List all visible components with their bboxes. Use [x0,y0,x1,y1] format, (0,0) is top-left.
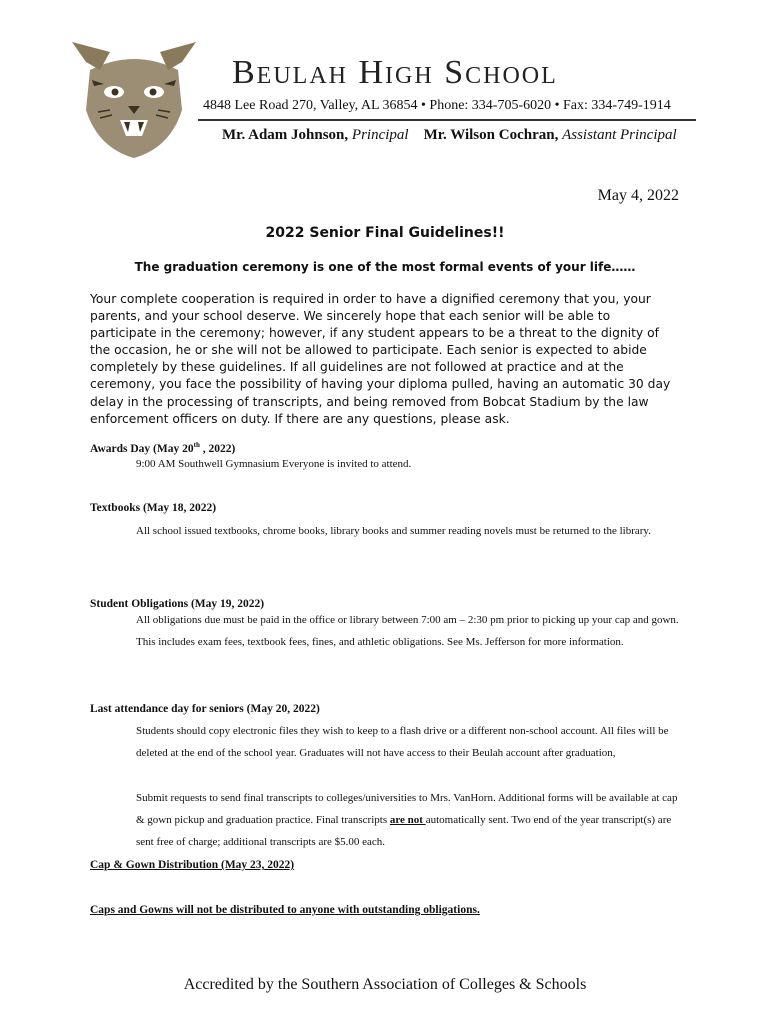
awards-text: 9:00 AM Southwell Gymnasium Everyone is invited to attend. [136,458,412,470]
bobcat-logo [70,40,198,160]
intro-paragraph: Your complete cooperation is required in order to have a dignified ceremony that you, your parents, and your school deserve. We sincerely hope that each senior will be able to participate in the ceremony; however, if any student appears to be a threat to the dignity of the occasion, he or she will not be allowed to participate. Each senior is expected to abide completely by these guidelines. If all guidelines are not followed at practice and at the ceremony, you face the possibility of having your diploma pulled, having an automatic 30 day delay in the processing of transcripts, and being removed from Bobcat Stadium by the law enforcement officers on duty. If there are any questions, please ask. [90,292,671,426]
letter-date: May 4, 2022 [597,187,679,204]
caps-warning: Caps and Gowns will not be distributed to anyone with outstanding obligations. [90,904,480,916]
assistant-principal-title: Assistant Principal [562,127,677,143]
school-address: 4848 Lee Road 270, Valley, AL 36854 • Phone: 334-705-6020 • Fax: 334-749-1914 [203,98,671,113]
administrators [222,127,677,144]
obligations-text: All obligations due must be paid in the office or library between 7:00 am – 2:30 pm prior to picking up your cap and gown. This includes exam fees, textbook fees, fines, and athletic obligations. See Ms. Jefferson for more information. [136,614,679,648]
awards-heading: Awards Day (May 20th , 2022) [90,441,236,455]
cap-gown-heading: Cap & Gown Distribution (May 23, 2022) [90,859,295,871]
textbooks-text: All school issued textbooks, chrome books, library books and summer reading novels must be returned to the library. [136,525,651,537]
principal-name: Mr. Adam Johnson, [222,127,349,143]
document-title: 2022 Senior Final Guidelines!! [265,225,505,241]
header-divider [198,119,696,121]
school-name: Beulah High School [232,54,558,91]
attendance-text-transcripts: Submit requests to send final transcripts to colleges/universities to Mrs. VanHorn. Additional forms will be available at cap & gown pickup and graduation practice. Final transcripts are not automatically sent. Two end of the year transcript(s) are sent free of charge; additional transcripts are $5.00 each. [136,792,678,848]
textbooks-heading: Textbooks (May 18, 2022) [90,502,217,514]
attendance-text-files: Students should copy electronic files they wish to keep to a flash drive or a different non-school account. All files will be deleted at the end of the school year. Graduates will not have access to their Beulah account after graduation, [136,725,669,759]
principal-title: Principal [351,127,409,143]
document-subtitle: The graduation ceremony is one of the most formal events of your life…… [134,260,636,274]
attendance-heading: Last attendance day for seniors (May 20, 2022) [90,703,320,715]
obligations-heading: Student Obligations (May 19, 2022) [90,598,265,610]
are-not-emphasis: are not [389,814,426,826]
assistant-principal-name: Mr. Wilson Cochran, [423,127,559,143]
accreditation-footer: Accredited by the Southern Association of Colleges & Schools [183,976,587,993]
